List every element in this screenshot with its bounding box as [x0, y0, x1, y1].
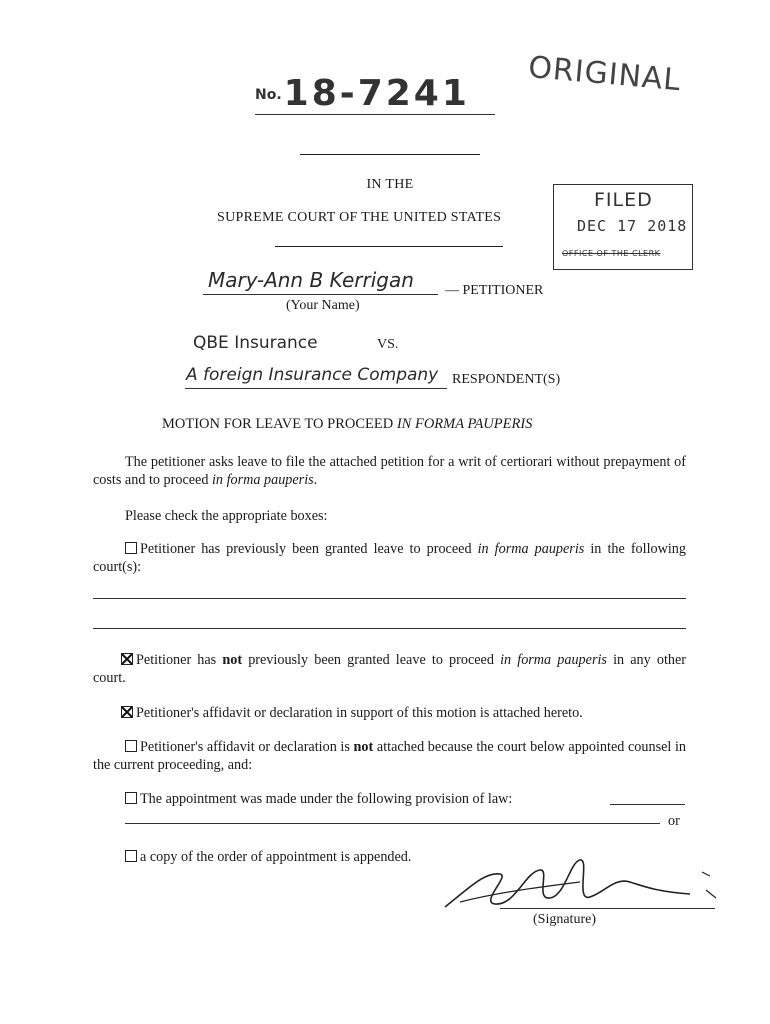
- provision-line-2[interactable]: [125, 823, 660, 824]
- option-1-italic: in forma pauperis: [477, 541, 585, 557]
- option-2-italic: in forma pauperis: [500, 652, 607, 668]
- filed-label: FILED: [594, 189, 653, 211]
- signature-label: (Signature): [533, 912, 596, 927]
- court-list-line-1[interactable]: [93, 598, 686, 599]
- respondent-name-line: [185, 388, 447, 389]
- option-not-previously-granted: [93, 651, 686, 687]
- respondent-name-line1: QBE Insurance: [193, 333, 318, 353]
- docket-prefix: No.: [255, 87, 282, 103]
- checkbox-affidavit-not-attached[interactable]: [125, 740, 137, 752]
- your-name-label: (Your Name): [286, 298, 360, 313]
- option-3-text: Petitioner's affidavit or declaration in support of this motion is attached hereto.: [136, 705, 583, 721]
- motion-title: [162, 416, 532, 433]
- option-6-text: a copy of the order of appointment is appended.: [140, 849, 412, 865]
- title-divider: [300, 154, 480, 155]
- filed-date: DEC 17 2018: [577, 217, 688, 235]
- checkbox-appointment-provision[interactable]: [125, 792, 137, 804]
- or-label: or: [668, 813, 680, 829]
- provision-line-1[interactable]: [610, 804, 685, 805]
- petitioner-name: Mary-Ann B Kerrigan: [208, 268, 414, 292]
- docket-number-value: 18-7241: [283, 73, 470, 114]
- intro-italic: in forma pauperis: [211, 472, 314, 488]
- intro-text: The petitioner asks leave to file the attached petition for a writ of certiorari without prepayment of costs and to proceed: [93, 454, 686, 488]
- checkbox-not-previously-granted[interactable]: [121, 653, 133, 665]
- checkbox-order-appended[interactable]: [125, 850, 137, 862]
- respondent-name-line2: A foreign Insurance Company: [186, 365, 439, 385]
- motion-title-italic: IN FORMA PAUPERIS: [396, 416, 533, 432]
- checkbox-previously-granted[interactable]: [125, 542, 137, 554]
- option-4-text: Petitioner's affidavit or declaration is: [140, 739, 354, 755]
- intro-paragraph: [93, 453, 686, 489]
- court-line-in-the: IN THE: [366, 177, 414, 192]
- original-stamp: ORIGINAL: [526, 50, 683, 99]
- court-list-line-2[interactable]: [93, 628, 686, 629]
- option-appointment-provision: [125, 790, 512, 808]
- option-5-text: The appointment was made under the following provision of law:: [140, 791, 513, 807]
- petitioner-name-line: [203, 294, 438, 295]
- petitioner-label: — PETITIONER: [445, 283, 544, 298]
- option-2-text-mid: previously been granted leave to proceed: [242, 652, 501, 668]
- docket-number: [255, 74, 495, 115]
- motion-title-main: MOTION FOR LEAVE TO PROCEED: [162, 416, 397, 432]
- check-instruction: Please check the appropriate boxes:: [125, 508, 328, 524]
- option-order-appended: [125, 848, 411, 866]
- option-4-text-end: attached because the court below appointed counsel in the current proceeding, and:: [93, 739, 687, 773]
- checkbox-affidavit-attached[interactable]: [121, 706, 133, 718]
- vs-label: VS.: [377, 337, 399, 352]
- option-1-text-end: in the following court(s):: [93, 541, 686, 575]
- option-affidavit-attached: [121, 704, 691, 722]
- intro-end: .: [313, 472, 318, 488]
- filed-office: OFFICE OF THE CLERK: [562, 249, 661, 258]
- court-divider: [275, 246, 503, 247]
- option-previously-granted: [93, 540, 686, 576]
- filed-stamp: [553, 184, 693, 270]
- option-1-text: Petitioner has previously been granted leave to proceed: [140, 541, 478, 557]
- court-name: SUPREME COURT OF THE UNITED STATES: [217, 210, 502, 225]
- option-2-text-end: in any other court.: [93, 652, 687, 686]
- signature-line[interactable]: [500, 908, 715, 909]
- option-4-bold: not: [353, 739, 374, 755]
- option-2-text: Petitioner has: [136, 652, 223, 668]
- option-affidavit-not-attached: [93, 738, 686, 774]
- respondent-label: RESPONDENT(S): [452, 372, 561, 387]
- option-2-bold: not: [222, 652, 243, 668]
